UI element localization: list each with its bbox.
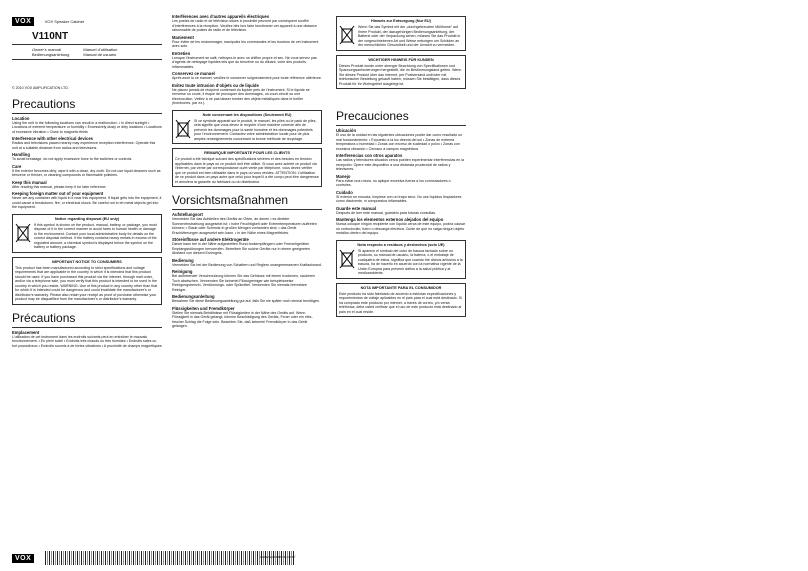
footer-logo (12, 547, 34, 565)
en-consumers-text: This product has been manufactured according to strict specifications and voltage requirements that are applicable in the country in which it is intended that this product should be used. If you have purchased this product via the internet, through mail order, and/or via a telephone sale, you must verify that this product is intended to be used in the country in which you reside. WARNING: Use of this product in any country other than that for which it is intended could be dangerous and could invalidate the manufacturer’s or distributor’s warranty. Please also retain your receipt as proof of purchase otherwise your product may be disqualified from the manufacturer’s or distributor’s warranty. (15, 265, 158, 301)
crossed-bin-icon (339, 25, 355, 45)
de-care-heading: Reinigung (172, 269, 193, 274)
de-disposal-heading: Hinweis zur Entsorgung (Nur EU) (371, 19, 431, 23)
manual-fr: Manuel d’utilisation (83, 47, 118, 52)
fr-handling-heading: Maniement (172, 34, 194, 40)
fr-care-heading: Entretien (172, 50, 191, 56)
fr-title: Précautions (12, 310, 76, 325)
column-french-german (172, 12, 322, 329)
es-location-text: El uso de la unidad en las siguientes ubicaciones puede dar como resultado un mal funcionamiento: • Expuesto a la luz directa del sol • Zonas de extrema temperatura o humedad • Zonas con exceso de suciedad o polvo • Zonas con excesiva vibración • Cercano a campos magnéticos (336, 133, 463, 151)
es-disposal-text: Si aparece el símbolo del cubo de basura tachado sobre un producto, su manual de usuario, la batería, o el embalaje de cualquiera de éstos, significa que cuando tire dichos artículos a la basura, ha de hacerlo en acuerdo con la normativa vigente de la Unión Europea para prevenir daños a la salud pública y al medioambiente. (358, 248, 463, 275)
en-title: Precautions (12, 96, 76, 111)
es-foreign-heading: Mantenga los elementos externos alejados del equipo (336, 217, 444, 222)
fr-interference-heading: Interférences avec d’autres appareils électriques (172, 14, 270, 19)
es-consumer-heading: NOTA IMPORTANTE PARA EL CONSUMIDOR (360, 285, 442, 290)
crossed-bin-icon (339, 249, 355, 269)
en-foreign-text: Never set any container with liquid in it near this equipment. If liquid gets into the equipment, it could cause a breakdown, fire, or electrical shock. Be careful not to let metal objects get into the equipment. (12, 196, 162, 209)
manual-en: Owner’s manual (32, 47, 61, 52)
de-foreign-heading: Flüssigkeiten und Fremdkörper (172, 305, 235, 311)
es-handling-heading: Manejo (336, 173, 351, 179)
en-consumers-heading: IMPORTANT NOTICE TO CONSUMERS (52, 259, 122, 264)
fr-keep-text: Après avoir lu ce manuel, veuillez le conserver soigneusement pour toute référence ultérieure. (172, 76, 322, 80)
es-handling-text: Para evitar una rotura, no aplique excesiva fuerza a los conmutadores o controles. (336, 178, 451, 187)
de-handling-text: Vermeiden Sie bei der Bedienung von Schaltern und Reglern unangemessenen Kraftaufwand. (172, 262, 322, 267)
en-disposal-text: If this symbol is shown on the product, manual, battery, or package, you must dispose of it in the correct manner to avoid harm to human health or damage to the environment. Contact your local administrative body for details on the correct disposal method. If the battery contains heavy metals in excess of the regulated amount, a chemical symbol is displayed below the symbol on the battery or battery package. (34, 222, 157, 249)
en-care-heading: Care (12, 163, 22, 169)
column-german-notices (336, 12, 466, 321)
de-location-text: Vermeiden Sie das Aufstellen des Geräts an Orten, an denen • es direkter Sonneneinstrahlung ausgesetzt ist; • hohe Feuchtigkeit oder Extremtemperaturen auftreten können; • Staub oder Schmutz in großen Mengen vorhanden sind; • das Gerät Erschütterungen ausgesetzt sein kann. • in der Nähe eines Magnetfeldes. (172, 217, 317, 235)
footer-url: www.voxamps.com/ (260, 554, 296, 559)
es-disposal-box (336, 240, 466, 279)
es-keep-heading: Guarde este manual (336, 205, 377, 211)
fr-handling-text: Pour éviter de les endommager, manipulez les commandes et les boutons de cet instrument avec soin. (172, 39, 319, 48)
es-keep-text: Después de leer este manual, guárdelo para futuras consultas. (336, 210, 437, 215)
es-foreign-text: Nunca coloque ningún recipiente con líquido cerca de este equipo, podría causar un cortocircuito, fuero o descarga eléctrica. Cuide de que no caiga ningún objeto metálico dentro del equipo. (336, 222, 466, 235)
de-kunden-text: Dieses Produkt wurde unter strenger Beachtung von Spezifikationen und Spannungsanforderungen hergestellt, die im Bestimmungsland gelten. Wenn Sie dieses Produkt über das Internet, per Postversand und/oder mit telefonischer Bestellung gekauft haben, müssen Sie bestätigen, dass dieses Produkt für Ihr Wohngebiet ausgelegt ist. (339, 63, 462, 86)
en-location-heading: Location (12, 115, 30, 121)
fr-clients-text: Ce produit a été fabriqué suivant des spécifications sévères et des besoins en tension applicables dans le pays où ce produit doit être utilisé. Si vous avez acheté ce produit via l’internet, par vente par correspondance ou/et vente par téléphone, vous devez vérifier que ce produit est bien utilisable dans le pays où vous résidez. ATTENTION: L’utilisation de ce produit dans un pays autre que celui pour lequel il a été conçu peut être dangereuse et annulera la garantie du fabricant ou du distributeur. (175, 157, 319, 184)
es-interference-text: Las radios y televisores situados cerca pueden experimentar interferencias en la recepción. Opere este dispositivo a una distancia prudencial de radios y televisores. (336, 158, 465, 171)
es-care-heading: Cuidado (336, 189, 353, 195)
en-disposal-heading: Notice regarding disposal (EU only) (54, 216, 120, 221)
fr-keep-heading: Conservez ce manuel (172, 71, 215, 76)
es-consumer-text: Este producto ha sido fabricado de acuerdo a estrictas especificaciones y requerimientos de voltaje aplicables en el país para el cual está destinado. Si ha comprado este producto por internet, a través de correo, y/o venta telefónica, debe usted verificar que el uso de este producto está destinado al país en el cual reside. (339, 291, 462, 314)
en-keep-heading: Keep this manual (12, 179, 47, 185)
de-keep-text: Bewahren Sie diese Bedienungsanleitung gut auf, falls Sie sie später noch einmal benötigen. (172, 299, 320, 303)
en-interference-text: Radios and televisions placed nearby may experience reception interference. Operate this unit at a suitable distance from radios and televisions. (12, 141, 156, 150)
es-location-heading: Ubicación (336, 128, 357, 133)
en-disposal-box (12, 214, 162, 253)
fr-disposal-text: Si ce symbole apparait sur le produit, le manuel, les piles ou le pack de piles, cela signifie que vous devez le recycler d’une manière correcte afin de prévenir les dommages pour la santé humaine et les dommages potentiels pour l’environnement. Contactez votre administration locale pour de plus amples renseignements concernant la bonne méthode de recyclage. (194, 118, 317, 141)
de-disposal-text: Wenn Sie das Symbol mit der „durchgekreuzten Mülltonne“ auf Ihrem Produkt, der dazugehörigen Bedienungsanleitung, der Batterie oder der Verpackung sehen, müssen Sie das Produkt in der vorgeschriebenen Art und Weise entsorgen um Schäden an der menschlichen Gesundheit und der Umwelt zu vermeiden. (358, 25, 461, 47)
de-kunden-heading: WICHTIGER HINWEIS FÜR KUNDEN (368, 57, 434, 62)
es-interference-heading: Interferencias con otros aparatos (336, 153, 403, 158)
de-location-heading: Aufstellungsort (172, 212, 203, 217)
de-interference-heading: Störeinflüsse auf andere Elektrogeräte (172, 237, 249, 242)
en-care-text: If the exterior becomes dirty, wipe it with a clean, dry cloth. Do not use liquid cleaners such as benzene or thinner, or cleaning compounds or flammable polishes. (12, 168, 161, 177)
en-location-text: Using the unit in the following locations can result in a malfunction. • In direct sunlight • Locations of extreme temperature or humidity • Excessively dusty or dirty locations • Locations of excessive vibration • Close to magnetic fields (12, 120, 162, 134)
en-handling-text: To avoid breakage, do not apply excessive force to the switches or controls. (12, 157, 133, 161)
es-disposal-heading: Nota respecto a residuos y deshechos (solo UE) (357, 242, 445, 247)
de-interference-text: Dieser kann bei in der Nähe aufgestellten Rund-funkempfängern oder Fernsehgeräten Empfangsstörungen hervorrufen. Betreiben Sie solche Geräte nur in einem geeigneten Abstand von diesem Erzeugnis. (172, 242, 311, 255)
es-consumer-box (336, 283, 466, 318)
de-disposal-box (336, 16, 466, 51)
de-handling-heading: Bedienung (172, 257, 194, 263)
es-title: Precauciones (336, 109, 409, 123)
en-consumers-box (12, 257, 162, 305)
fr-care-text: Lorsque l’instrument se salit, nettoyez-le avec un chiffon propre et sec. Ne vous servez pas d’agents de nettoyage liquides tels que du benzène ou du diluant, voire des produits inflammables. (172, 55, 317, 69)
barcode (45, 551, 295, 565)
de-title: Vorsichtsmaßnahmen (172, 193, 289, 207)
fr-clients-heading: REMARQUE IMPORTANTE POUR LES CLIENTS (204, 151, 290, 155)
manual-es: Manual de usuario (83, 52, 117, 57)
copyright: © 2010 VOX AMPLIFICATION LTD. (12, 86, 69, 90)
vox-footer-logo: VOX (12, 554, 34, 563)
model-name: V110NT (32, 31, 69, 42)
en-keep-text: After reading this manual, please keep it for later reference. (12, 184, 107, 189)
en-foreign-heading: Keeping foreign matter out of your equipment (12, 191, 104, 196)
manual-de: Bedienungsanleitung (32, 52, 70, 57)
manual-header (12, 10, 162, 62)
crossed-bin-icon (175, 119, 191, 139)
column-english (12, 86, 162, 348)
fr-foreign-text: Ne placez jamais de récipient contenant du liquide près de l’instrument. Si le liquide se renverse ou coule, il risque de provoquer des dommages, un court-circuit ou une électrocution. Veillez à ne pas laisser tomber des objets métalliques dans le boîtier (trombones, par ex.). (172, 87, 310, 105)
fr-interference-text: Les postes de radio et de télévision situés à proximité peuvent par conséquent souffrir d’interférences à la réception. Veuillez dès lors faire fonctionner cet appareil à une distance raisonnable de postes de radio et de télévision. (172, 19, 317, 32)
vox-logo: VOX (12, 17, 34, 26)
de-foreign-text: Stellen Sie niemals Behältnisse mit Flüssigkeiten in der Nähe des Geräts auf. Wenn Flüssigkeit in das Gerät gelangt, können Beschädigung des Geräts, Feuer oder ein elek-trischer Schlag die Folge sein. Beachten Sie, daß keinerlei Fremdkörper in das Gerät gelangen. (172, 310, 313, 328)
fr-left-heading: Emplacement (12, 329, 40, 335)
crossed-bin-icon (15, 223, 31, 243)
cabinet-label: VOX Speaker Cabinet (44, 19, 85, 24)
fr-foreign-heading: Evitez toute intrusion d’objets ou de liquide (172, 82, 259, 88)
de-care-text: Bei auftretender Verschmutzung können Sie das Gehäuse mit einem trockenen, sauberen Tuch abwischen. Verwenden Sie keinerlei Flüssigreiniger wie beispielsweise Reinigungsbenzin, Verdünnungs- oder Spülmittel. Verwenden Sie niemals brennbare Reiniger. (172, 274, 316, 292)
fr-clients-box (172, 148, 322, 187)
de-kunden-box (336, 55, 466, 90)
fr-disposal-box (172, 110, 322, 145)
de-keep-heading: Bedienungsanleitung (172, 294, 215, 299)
fr-left-text: L’utilisation de cet instrument dans les endroits suivants peut en entraîner le mauvais fonctionnement. • En plein soleil • Endroits très chauds ou très humides • Endroits sales ou fort poussiéreux • Endroits soumis à de fortes vibrations • A proximité de champs magnétiques (12, 334, 162, 348)
en-handling-heading: Handling (12, 152, 30, 157)
fr-disposal-heading: Note concernant les dispositions (Seulement EU) (202, 112, 292, 117)
es-care-text: Si exterior se ensucia, límpiese con un trapo seco. No use líquidos limpiadores como disolvente, ni compuestos inflamables. (336, 194, 462, 203)
en-interference-heading: Interference with other electrical devices (12, 136, 93, 141)
